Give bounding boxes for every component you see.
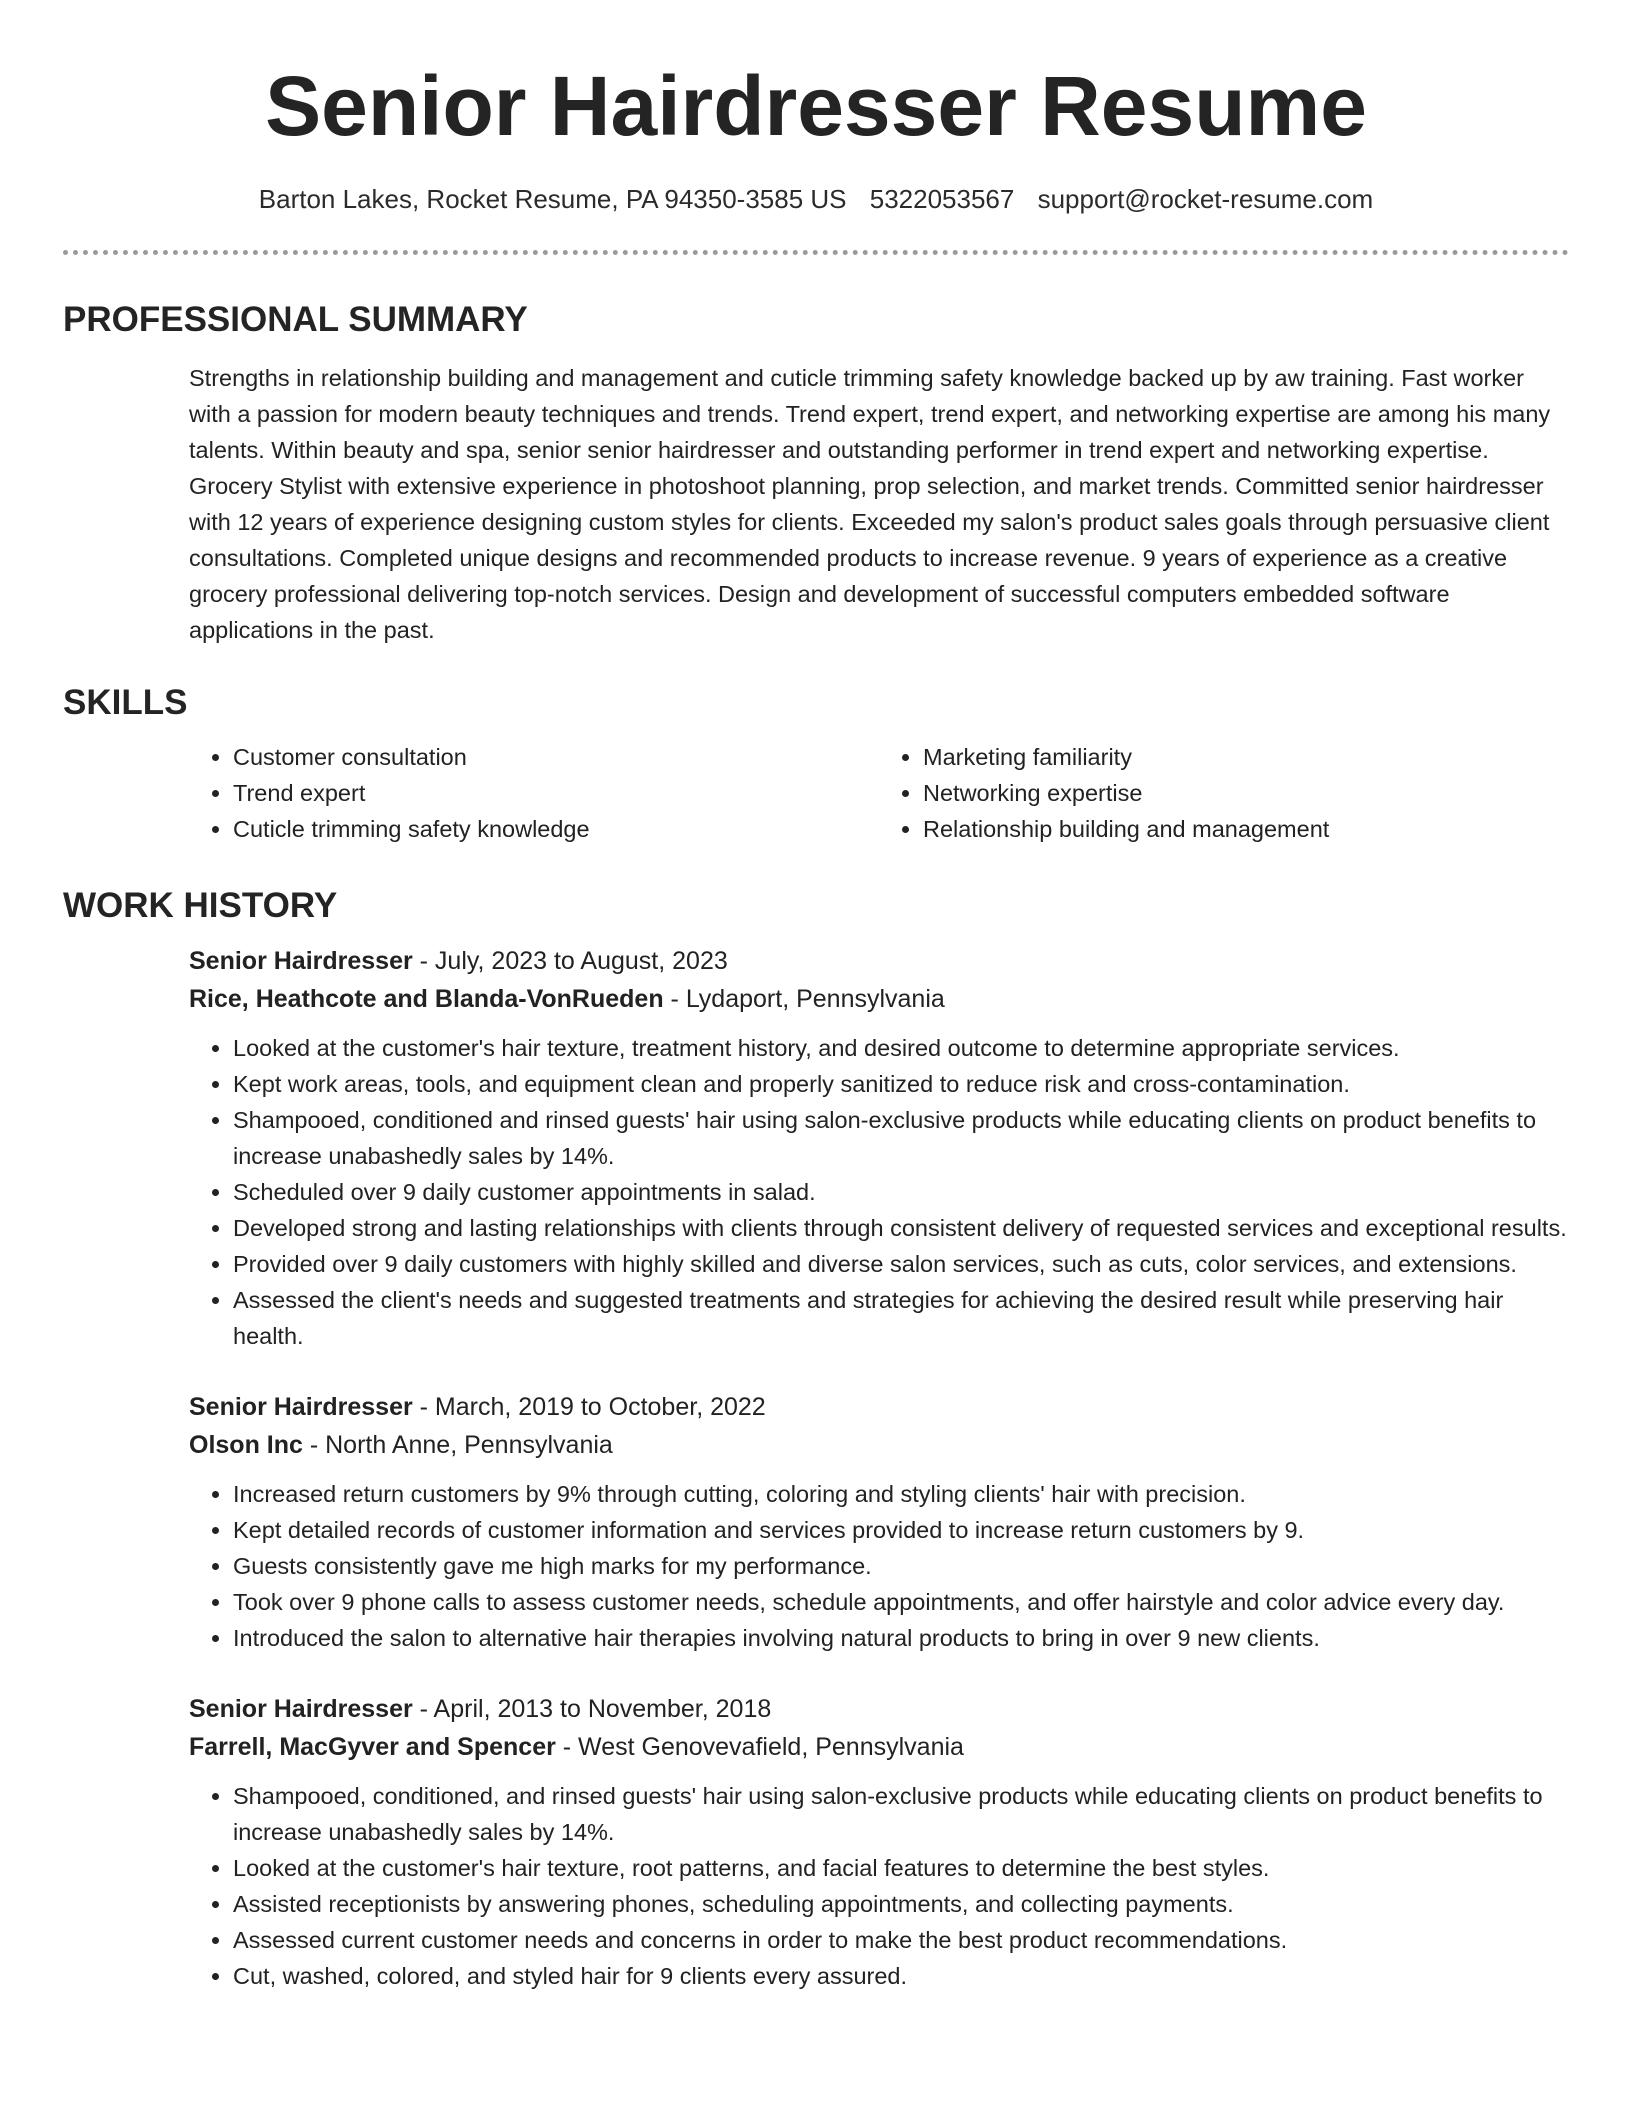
skills-columns (189, 739, 1569, 847)
job-company-line (189, 1728, 1569, 1766)
skill-item: • Relationship building and management (923, 811, 1569, 847)
job-bullet: • Guests consistently gave me high marks for my performance. (233, 1548, 1569, 1584)
work-history-section (63, 884, 1569, 1994)
job-dates: - March, 2019 to October, 2022 (412, 1393, 766, 1421)
job-bullet: • Assessed the client's needs and suggested treatments and strategies for achieving the desired result while preserving hair health. (233, 1282, 1569, 1354)
job-bullets (189, 1778, 1569, 1994)
contact-line (0, 182, 1632, 216)
job-entry (189, 1690, 1569, 1994)
job-title-line (189, 1690, 1569, 1728)
header-divider (63, 250, 1569, 255)
summary-heading: PROFESSIONAL SUMMARY (63, 300, 528, 339)
job-bullet: • Looked at the customer's hair texture, treatment history, and desired outcome to determine appropriate services. (233, 1030, 1569, 1066)
job-bullet: • Scheduled over 9 daily customer appointments in salad. (233, 1174, 1569, 1210)
job-bullet: • Took over 9 phone calls to assess customer needs, schedule appointments, and offer hairstyle and color advice every day. (233, 1584, 1569, 1620)
job-company-line (189, 980, 1569, 1018)
job-entry (189, 942, 1569, 1354)
job-bullets (189, 1476, 1569, 1656)
job-bullet: • Looked at the customer's hair texture, root patterns, and facial features to determine the best styles. (233, 1850, 1569, 1886)
job-bullet: • Shampooed, conditioned and rinsed guests' hair using salon-exclusive products while educating clients on product benefits to increase unabashedly sales by 14%. (233, 1102, 1569, 1174)
job-bullet: • Cut, washed, colored, and styled hair for 9 clients every assured. (233, 1958, 1569, 1994)
contact-email: support@rocket-resume.com (1037, 184, 1374, 214)
job-company: Rice, Heathcote and Blanda-VonRueden (189, 985, 664, 1013)
skill-item: • Customer consultation (233, 739, 879, 775)
job-bullet: • Introduced the salon to alternative hair therapies involving natural products to bring in over 9 new clients. (233, 1620, 1569, 1656)
job-company-line (189, 1426, 1569, 1464)
job-dates: - April, 2013 to November, 2018 (412, 1695, 772, 1723)
page-title: Senior Hairdresser Resume (265, 59, 1367, 153)
job-dates: - July, 2023 to August, 2023 (412, 947, 728, 975)
skill-item: • Marketing familiarity (923, 739, 1569, 775)
job-bullet: • Provided over 9 daily customers with highly skilled and diverse salon services, such as cuts, color services, and extensions. (233, 1246, 1569, 1282)
skill-item: • Cuticle trimming safety knowledge (233, 811, 879, 847)
job-title-line (189, 1388, 1569, 1426)
skills-heading: SKILLS (63, 683, 188, 722)
job-bullet: • Assessed current customer needs and concerns in order to make the best product recommendations. (233, 1922, 1569, 1958)
summary-section (63, 298, 1569, 648)
job-company: Olson Inc (189, 1431, 303, 1459)
job-location: - North Anne, Pennsylvania (302, 1431, 613, 1459)
job-title: Senior Hairdresser (189, 1393, 413, 1421)
job-bullet: • Kept work areas, tools, and equipment clean and properly sanitized to reduce risk and cross-contamination. (233, 1066, 1569, 1102)
job-location: - West Genovevafield, Pennsylvania (555, 1733, 964, 1761)
skills-list-right (879, 739, 1569, 847)
skill-item: • Networking expertise (923, 775, 1569, 811)
job-company: Farrell, MacGyver and Spencer (189, 1733, 556, 1761)
job-bullets (189, 1030, 1569, 1354)
work-history-heading: WORK HISTORY (63, 886, 338, 925)
skills-section (63, 681, 1569, 847)
job-bullet: • Increased return customers by 9% through cutting, coloring and styling clients' hair with precision. (233, 1476, 1569, 1512)
skill-item: • Trend expert (233, 775, 879, 811)
job-entry (189, 1388, 1569, 1656)
job-bullet: • Developed strong and lasting relationships with clients through consistent delivery of requested services and exceptional results. (233, 1210, 1569, 1246)
skills-list-left (189, 739, 879, 847)
job-title-line (189, 942, 1569, 980)
contact-address: Barton Lakes, Rocket Resume, PA 94350-3585 US (258, 184, 847, 214)
job-title: Senior Hairdresser (189, 1695, 413, 1723)
job-location: - Lydaport, Pennsylvania (663, 985, 945, 1013)
contact-phone: 5322053567 (869, 184, 1015, 214)
summary-text: Strengths in relationship building and management and cuticle trimming safety knowledge backed up by aw training. Fast worker with a passion for modern beauty techniques and trends. Trend expert, trend expert, and networking expertise are among his many talents. Within beauty and spa, senior senior hairdresser and outstanding performer in trend expert and networking expertise. Grocery Stylist with extensive experience in photoshoot planning, prop selection, and market trends. Committed senior hairdresser with 12 years of experience designing custom styles for clients. Exceeded my salon's product sales goals through persuasive client consultations. Completed unique designs and recommended products to increase revenue. 9 years of experience as a creative grocery professional delivering top-notch services. Design and development of successful computers embedded software applications in the past. (189, 365, 1551, 643)
job-title: Senior Hairdresser (189, 947, 413, 975)
job-bullet: • Shampooed, conditioned, and rinsed guests' hair using salon-exclusive products while educating clients on product benefits to increase unabashedly sales by 14%. (233, 1778, 1569, 1850)
job-bullet: • Kept detailed records of customer information and services provided to increase return customers by 9. (233, 1512, 1569, 1548)
job-bullet: • Assisted receptionists by answering phones, scheduling appointments, and collecting payments. (233, 1886, 1569, 1922)
